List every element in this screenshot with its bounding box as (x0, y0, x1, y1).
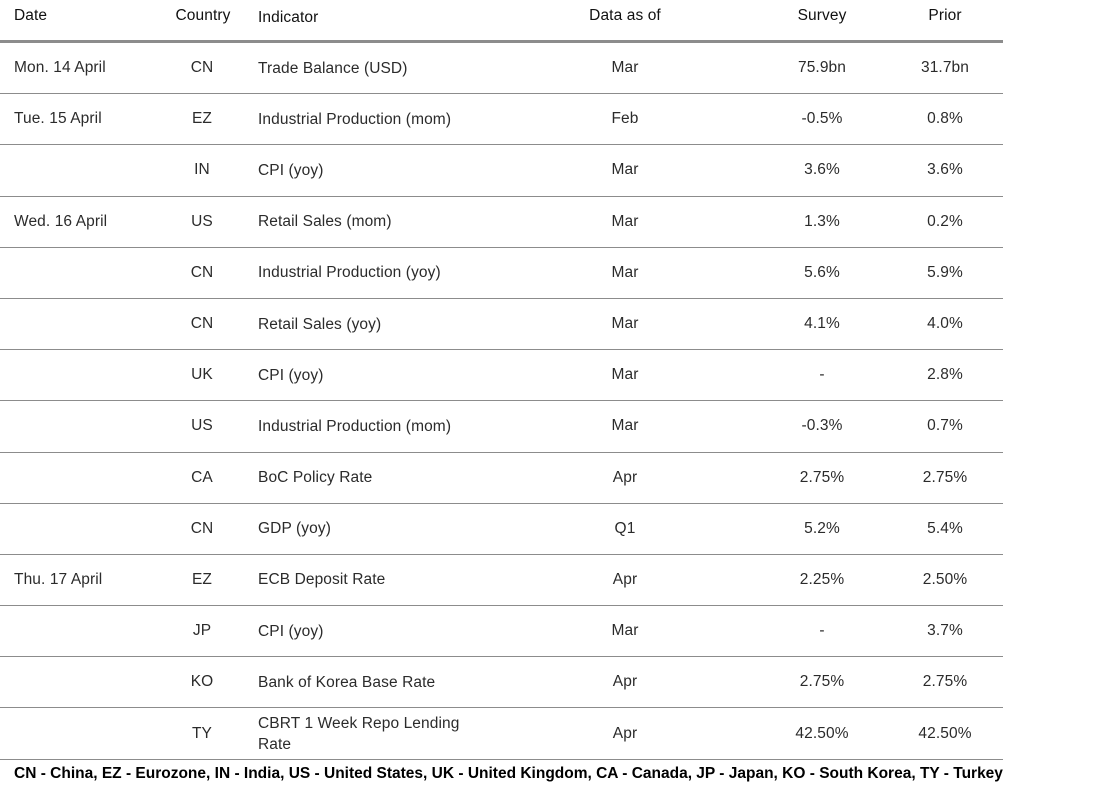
cell-date (14, 606, 164, 656)
cell-indicator: CBRT 1 Week Repo Lending Rate (258, 714, 460, 753)
cell-date (14, 145, 164, 195)
cell-survey: - (819, 622, 825, 640)
cell-prior: 4.0% (927, 315, 963, 333)
table-row (0, 453, 1003, 504)
country-legend-footnote: CN - China, EZ - Eurozone, IN - India, US - United States, UK - United Kingdom, CA - Canada, JP - Japan, KO - South Korea, TY - Turkey (14, 765, 1003, 782)
cell-indicator: Bank of Korea Base Rate (258, 673, 436, 691)
cell-date: Tue. 15 April (14, 110, 102, 128)
cell-country: KO (190, 673, 214, 691)
cell-survey: 5.6% (804, 263, 840, 281)
cell-indicator: BoC Policy Rate (258, 469, 373, 487)
cell-data-as-of: Feb (611, 110, 639, 128)
cell-survey: 2.25% (799, 570, 845, 588)
cell-indicator: CPI (yoy) (258, 622, 324, 640)
table-header (0, 0, 1003, 43)
cell-country: EZ (191, 570, 212, 588)
cell-survey: 5.2% (804, 519, 840, 537)
table-row (0, 197, 1003, 248)
table-row (0, 708, 1003, 759)
cell-data-as-of: Mar (611, 366, 639, 384)
table-row (0, 401, 1003, 452)
cell-indicator: ECB Deposit Rate (258, 571, 386, 589)
cell-date (14, 708, 164, 758)
cell-indicator: Trade Balance (USD) (258, 59, 408, 77)
cell-prior: 0.7% (927, 417, 963, 435)
cell-survey: 2.75% (799, 673, 845, 691)
header-country: Country (175, 7, 231, 24)
cell-country: CN (190, 263, 214, 281)
cell-country: CA (191, 468, 213, 486)
cell-prior: 0.2% (927, 212, 963, 230)
cell-survey: -0.3% (801, 417, 843, 435)
table-row (0, 657, 1003, 708)
header-indicator: Indicator (258, 9, 319, 26)
cell-indicator: Industrial Production (yoy) (258, 264, 441, 282)
cell-indicator: Industrial Production (mom) (258, 417, 452, 435)
cell-date (14, 248, 164, 298)
table-row (0, 504, 1003, 555)
cell-prior: 2.75% (922, 468, 968, 486)
header-prior: Prior (928, 7, 962, 24)
cell-survey: 75.9bn (797, 59, 846, 77)
cell-indicator: GDP (yoy) (258, 520, 331, 538)
cell-survey: 42.50% (795, 724, 849, 742)
cell-prior: 2.50% (922, 570, 968, 588)
cell-prior: 2.8% (927, 366, 963, 384)
cell-data-as-of: Apr (612, 570, 638, 588)
cell-prior: 3.6% (927, 161, 963, 179)
cell-indicator: CPI (yoy) (258, 366, 324, 384)
cell-data-as-of: Mar (611, 263, 639, 281)
table-row (0, 94, 1003, 145)
table-row (0, 145, 1003, 196)
cell-country: CN (190, 59, 214, 77)
cell-date (14, 401, 164, 451)
cell-country: UK (191, 366, 213, 384)
cell-indicator: Retail Sales (yoy) (258, 315, 382, 333)
cell-data-as-of: Mar (611, 59, 639, 77)
cell-data-as-of: Mar (611, 417, 639, 435)
table-row (0, 299, 1003, 350)
cell-indicator: Retail Sales (mom) (258, 213, 392, 231)
cell-data-as-of: Apr (612, 673, 638, 691)
table-row (0, 43, 1003, 94)
cell-country: US (191, 417, 213, 435)
cell-data-as-of: Mar (611, 315, 639, 333)
table-row (0, 555, 1003, 606)
cell-data-as-of: Apr (612, 724, 638, 742)
cell-prior: 5.4% (927, 519, 963, 537)
cell-data-as-of: Mar (611, 212, 639, 230)
header-data-as-of: Data as of (589, 7, 661, 24)
cell-survey: 4.1% (804, 315, 840, 333)
header-date: Date (14, 7, 48, 24)
cell-country: US (191, 212, 213, 230)
cell-survey: -0.5% (801, 110, 843, 128)
cell-prior: 3.7% (927, 622, 963, 640)
cell-indicator: CPI (yoy) (258, 161, 324, 179)
cell-data-as-of: Apr (612, 468, 638, 486)
cell-date: Mon. 14 April (14, 59, 106, 77)
cell-country: CN (190, 519, 214, 537)
cell-data-as-of: Mar (611, 161, 639, 179)
cell-date (14, 453, 164, 503)
cell-survey: 3.6% (804, 161, 840, 179)
cell-date: Wed. 16 April (14, 212, 108, 230)
table-row (0, 248, 1003, 299)
cell-country: JP (192, 622, 212, 640)
cell-country: TY (191, 724, 212, 742)
header-survey: Survey (797, 7, 847, 24)
cell-date (14, 504, 164, 554)
cell-country: CN (190, 315, 214, 333)
cell-data-as-of: Mar (611, 622, 639, 640)
cell-prior: 0.8% (927, 110, 963, 128)
cell-survey: - (819, 366, 825, 384)
table-row (0, 606, 1003, 657)
cell-prior: 2.75% (922, 673, 968, 691)
cell-indicator: Industrial Production (mom) (258, 110, 452, 128)
cell-prior: 42.50% (918, 724, 972, 742)
cell-date (14, 299, 164, 349)
cell-survey: 2.75% (799, 468, 845, 486)
cell-country: IN (194, 161, 210, 179)
cell-prior: 31.7bn (920, 59, 969, 77)
cell-data-as-of: Q1 (614, 519, 636, 537)
cell-prior: 5.9% (927, 263, 963, 281)
cell-date (14, 350, 164, 400)
cell-date: Thu. 17 April (14, 570, 103, 588)
cell-country: EZ (191, 110, 212, 128)
cell-date (14, 657, 164, 707)
cell-survey: 1.3% (804, 212, 840, 230)
table-row (0, 350, 1003, 401)
